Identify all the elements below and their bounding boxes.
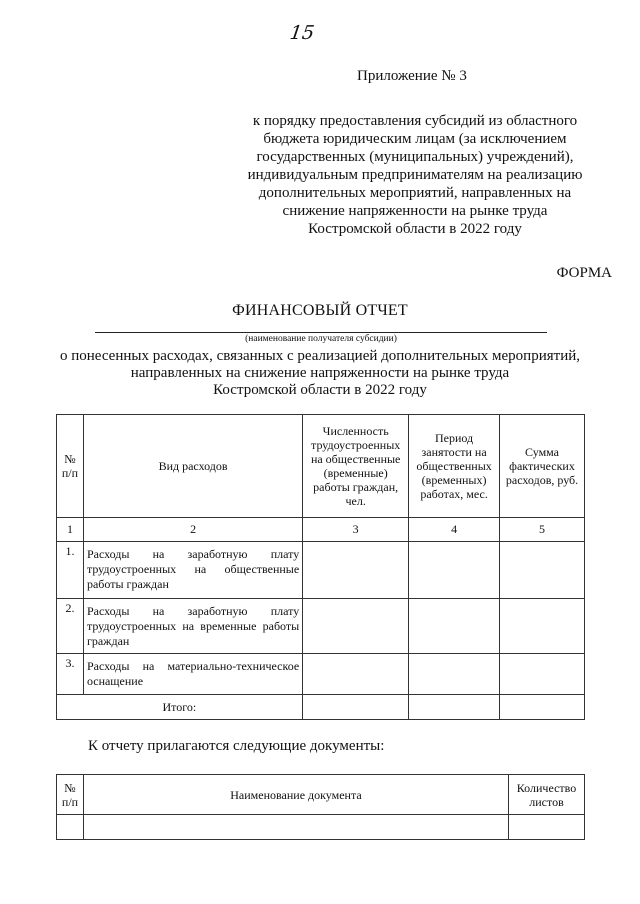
appendix-subtitle-line: дополнительных мероприятий, направленных на bbox=[258, 185, 572, 201]
row-number: 2. bbox=[57, 599, 84, 654]
employment-period-cell[interactable] bbox=[409, 654, 500, 695]
employment-period-cell[interactable] bbox=[409, 599, 500, 654]
report-description bbox=[0, 348, 640, 399]
table-row bbox=[57, 599, 585, 654]
table-row bbox=[57, 654, 585, 695]
recipient-caption: (наименование получателя субсидии) bbox=[245, 334, 397, 344]
table-header-row bbox=[57, 415, 585, 518]
total-amount-cell[interactable] bbox=[500, 695, 585, 720]
sheet-count-cell[interactable] bbox=[509, 815, 585, 840]
header-number: № п/п bbox=[57, 415, 84, 518]
table-header-row bbox=[57, 775, 585, 815]
header-expense-type: Вид расходов bbox=[83, 415, 302, 518]
employed-count-cell[interactable] bbox=[303, 654, 409, 695]
document-name-cell[interactable] bbox=[83, 815, 508, 840]
document-number-cell[interactable] bbox=[57, 815, 84, 840]
header-actual-amount: Сумма фактических расходов, руб. bbox=[500, 415, 585, 518]
report-title: ФИНАНСОВЫЙ ОТЧЕТ bbox=[232, 302, 408, 319]
column-number: 5 bbox=[500, 518, 585, 542]
table-row bbox=[57, 815, 585, 840]
expenses-table bbox=[56, 414, 585, 720]
report-description-line: о понесенных расходах, связанных с реализацией дополнительных мероприятий, bbox=[59, 348, 580, 364]
form-label: ФОРМА bbox=[556, 265, 612, 281]
report-description-line: Костромской области в 2022 году bbox=[213, 382, 427, 398]
page-number: 15 bbox=[288, 22, 316, 44]
appendix-subtitle-line: государственных (муниципальных) учреждений), bbox=[256, 149, 574, 165]
documents-heading: К отчету прилагаются следующие документы: bbox=[88, 738, 385, 754]
total-employed-cell[interactable] bbox=[303, 695, 409, 720]
documents-table bbox=[56, 774, 585, 840]
expense-name: Расходы на заработную плату трудоустроенных на общественные работы граждан bbox=[83, 542, 302, 599]
table-row bbox=[57, 542, 585, 599]
row-number: 1. bbox=[57, 542, 84, 599]
expense-name: Расходы на заработную плату трудоустроенных на временные работы граждан bbox=[83, 599, 302, 654]
appendix-subtitle-line: Костромской области в 2022 году bbox=[308, 221, 522, 237]
actual-amount-cell[interactable] bbox=[500, 654, 585, 695]
employed-count-cell[interactable] bbox=[303, 542, 409, 599]
header-number: № п/п bbox=[57, 775, 84, 815]
appendix-subtitle-line: бюджета юридическим лицам (за исключением bbox=[263, 131, 567, 147]
column-number-row bbox=[57, 518, 585, 542]
column-number: 1 bbox=[57, 518, 84, 542]
header-employment-period: Период занятости на общественных (временных) работах, мес. bbox=[409, 415, 500, 518]
header-document-name: Наименование документа bbox=[83, 775, 508, 815]
actual-amount-cell[interactable] bbox=[500, 542, 585, 599]
row-number: 3. bbox=[57, 654, 84, 695]
actual-amount-cell[interactable] bbox=[500, 599, 585, 654]
appendix-subtitle-line: снижение напряженности на рынке труда bbox=[282, 203, 548, 219]
total-label: Итого: bbox=[57, 695, 303, 720]
appendix-subtitle-line: индивидуальным предпринимателям на реализацию bbox=[247, 167, 583, 183]
appendix-subtitle-line: к порядку предоставления субсидий из областного bbox=[252, 113, 578, 129]
appendix-subtitle bbox=[240, 112, 590, 238]
total-row bbox=[57, 695, 585, 720]
column-number: 4 bbox=[409, 518, 500, 542]
recipient-name-line bbox=[95, 332, 547, 333]
header-sheet-count: Количество листов bbox=[509, 775, 585, 815]
employed-count-cell[interactable] bbox=[303, 599, 409, 654]
header-employed-count: Численность трудоустроенных на общественные (временные) работы граждан, чел. bbox=[303, 415, 409, 518]
total-period-cell[interactable] bbox=[409, 695, 500, 720]
appendix-title: Приложение № 3 bbox=[357, 68, 467, 84]
report-description-line: направленных на снижение напряженности на рынке труда bbox=[130, 365, 510, 381]
employment-period-cell[interactable] bbox=[409, 542, 500, 599]
column-number: 2 bbox=[83, 518, 302, 542]
expense-name: Расходы на материально-техническое оснащение bbox=[83, 654, 302, 695]
column-number: 3 bbox=[303, 518, 409, 542]
